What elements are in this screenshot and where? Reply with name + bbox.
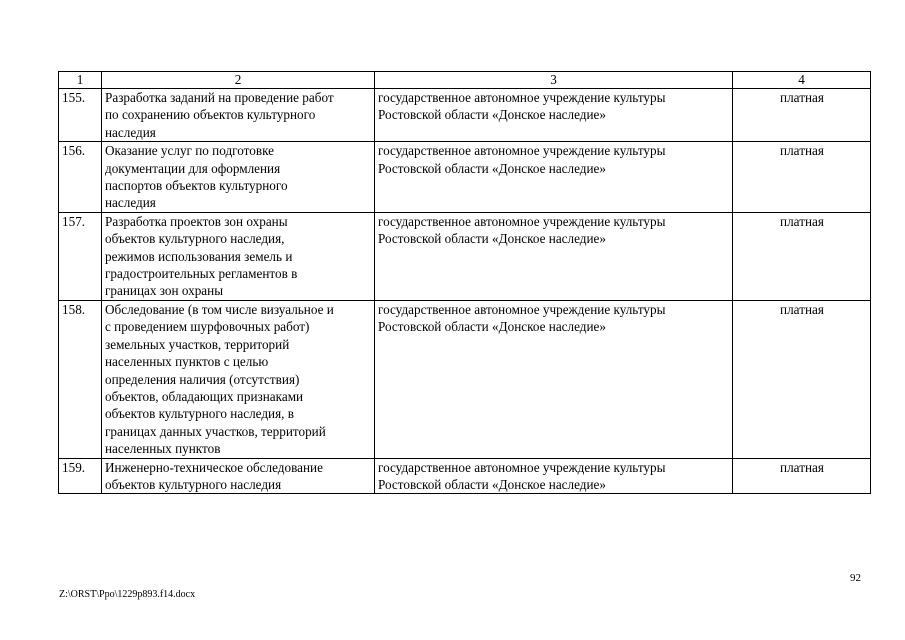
- services-table: [58, 71, 871, 494]
- row-number: 158.: [59, 300, 102, 458]
- column-header-3: 3: [375, 72, 733, 89]
- service-name-cell: [102, 300, 375, 458]
- organization-cell: [375, 142, 733, 213]
- service-name-line: объектов культурного наследия, в: [105, 406, 294, 422]
- table-row: [59, 300, 871, 458]
- service-name-line: наследия: [105, 124, 156, 140]
- row-number: 159.: [59, 458, 102, 494]
- service-name-line: по сохранению объектов культурного: [105, 107, 316, 123]
- table-row: [59, 458, 871, 494]
- service-name-cell: [102, 458, 375, 494]
- column-header-1: 1: [59, 72, 102, 89]
- row-number: 156.: [59, 142, 102, 213]
- service-name-line: границах зон охраны: [105, 283, 224, 299]
- organization-line: Ростовской области «Донское наследие»: [378, 231, 607, 247]
- table-body: [59, 89, 871, 494]
- service-name-line: Оказание услуг по подготовке: [105, 143, 275, 159]
- organization-line: государственное автономное учреждение культуры: [378, 301, 666, 317]
- column-header-4: 4: [733, 72, 871, 89]
- organization-line: Ростовской области «Донское наследие»: [378, 476, 607, 492]
- service-name-line: населенных пунктов с целью: [105, 354, 269, 370]
- service-name-line: Разработка проектов зон охраны: [105, 213, 288, 229]
- organization-line: Ростовской области «Донское наследие»: [378, 160, 607, 176]
- service-name-line: населенных пунктов: [105, 441, 221, 457]
- service-type-cell: платная: [733, 212, 871, 300]
- table-header-row: [59, 72, 871, 89]
- service-name-cell: [102, 142, 375, 213]
- organization-line: Ростовской области «Донское наследие»: [378, 319, 607, 335]
- service-name-line: земельных участков, территорий: [105, 336, 290, 352]
- table-row: [59, 142, 871, 213]
- page-number: 92: [850, 572, 861, 584]
- service-name-line: Разработка заданий на проведение работ: [105, 90, 334, 105]
- service-name-line: с проведением шурфовочных работ): [105, 319, 310, 335]
- row-number: 155.: [59, 89, 102, 142]
- service-name-cell: [102, 89, 375, 142]
- service-type-cell: платная: [733, 89, 871, 142]
- service-name-line: определения наличия (отсутствия): [105, 371, 300, 387]
- service-name-line: объектов культурного наследия: [105, 476, 282, 492]
- service-name-line: паспортов объектов культурного: [105, 178, 288, 194]
- service-name-line: наследия: [105, 195, 156, 211]
- service-name-cell: [102, 212, 375, 300]
- service-name-line: границах данных участков, территорий: [105, 423, 326, 439]
- table-row: [59, 89, 871, 142]
- service-name-line: режимов использования земель и: [105, 248, 293, 264]
- organization-line: Ростовской области «Донское наследие»: [378, 107, 607, 123]
- service-type-cell: платная: [733, 458, 871, 494]
- service-name-line: Инженерно-техническое обследование: [105, 459, 323, 475]
- service-name-line: объектов культурного наследия,: [105, 231, 285, 247]
- service-name-line: градостроительных регламентов в: [105, 266, 298, 282]
- organization-cell: [375, 300, 733, 458]
- table-row: [59, 212, 871, 300]
- organization-line: государственное автономное учреждение культуры: [378, 213, 666, 229]
- organization-line: государственное автономное учреждение культуры: [378, 143, 666, 159]
- organization-cell: [375, 458, 733, 494]
- organization-cell: [375, 212, 733, 300]
- service-name-line: Обследование (в том числе визуальное и: [105, 301, 334, 317]
- organization-line: государственное автономное учреждение культуры: [378, 90, 666, 105]
- service-name-line: документации для оформления: [105, 160, 281, 176]
- organization-cell: [375, 89, 733, 142]
- service-type-cell: платная: [733, 300, 871, 458]
- row-number: 157.: [59, 212, 102, 300]
- footer-file-path: Z:\ORST\Ppo\1229p893.f14.docx: [59, 589, 196, 600]
- organization-line: государственное автономное учреждение культуры: [378, 459, 666, 475]
- service-type-cell: платная: [733, 142, 871, 213]
- column-header-2: 2: [102, 72, 375, 89]
- service-name-line: объектов, обладающих признаками: [105, 388, 304, 404]
